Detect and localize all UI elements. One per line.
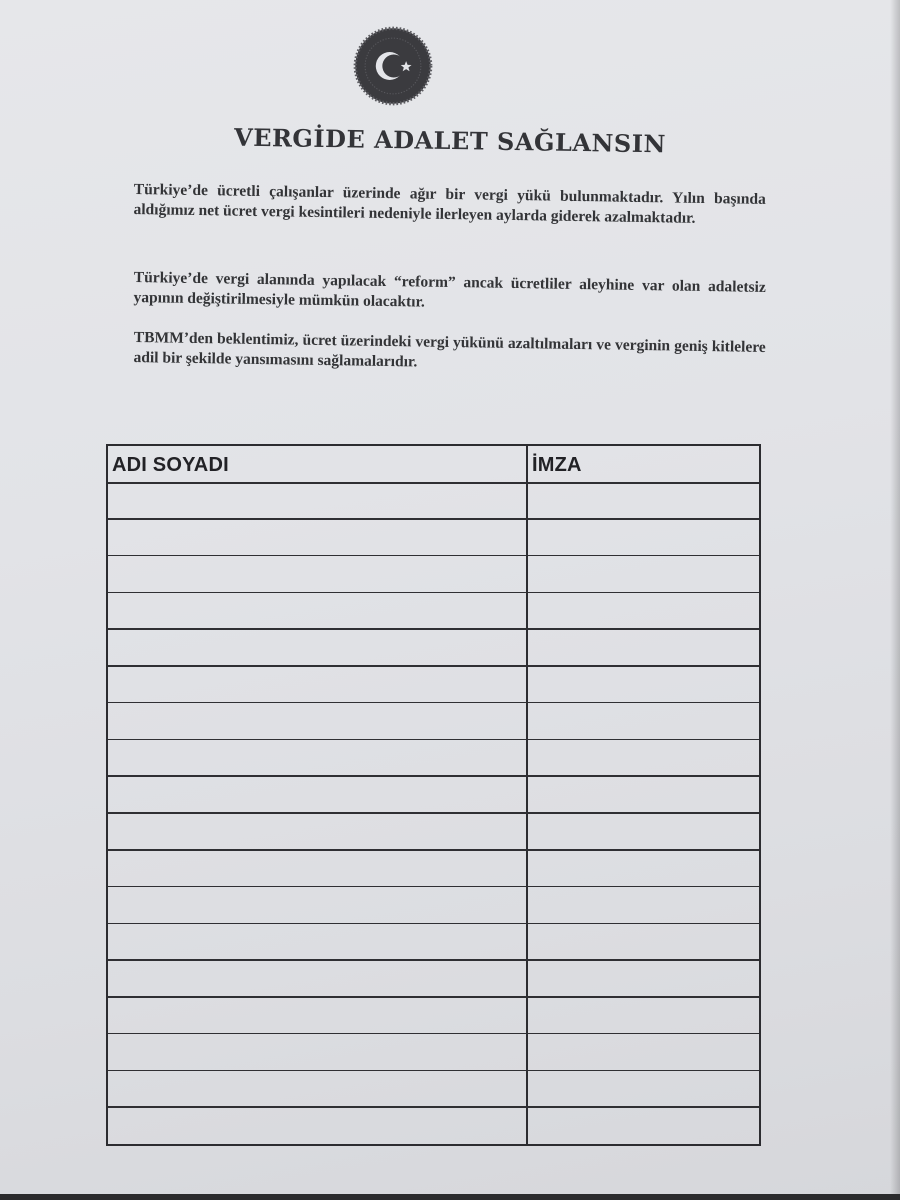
signature-cell[interactable] <box>528 482 759 519</box>
page-shadow <box>890 0 900 1200</box>
table-row <box>108 813 759 850</box>
name-cell[interactable] <box>108 1034 526 1071</box>
signature-cell[interactable] <box>528 629 759 666</box>
signature-cell[interactable] <box>528 776 759 813</box>
name-cell[interactable] <box>108 923 526 960</box>
table-row <box>108 556 759 593</box>
name-cell[interactable] <box>108 556 526 593</box>
table-row <box>108 997 759 1034</box>
name-cell[interactable] <box>108 629 526 666</box>
table-row <box>108 519 759 556</box>
name-cell[interactable] <box>108 850 526 887</box>
name-cell[interactable] <box>108 592 526 629</box>
table-row <box>108 887 759 924</box>
signature-cell[interactable] <box>528 997 759 1034</box>
signature-cell[interactable] <box>528 739 759 776</box>
paragraph-1: Türkiye’de ücretli çalışanlar üzerinde ağır bir vergi yükü bulunmaktadır. Yılın başında aldığımız net ücret vergi kesintileri nedeniyle ilerleyen aylarda giderek azalmaktadır. <box>133 180 766 227</box>
page-title: VERGİDE ADALET SAĞLANSIN <box>233 122 667 159</box>
signature-cell[interactable] <box>528 813 759 850</box>
signature-cell[interactable] <box>528 850 759 887</box>
name-cell[interactable] <box>108 997 526 1034</box>
signature-cell[interactable] <box>528 666 759 703</box>
table-row <box>108 1034 759 1071</box>
signature-cell[interactable] <box>528 1070 759 1107</box>
table-row <box>108 776 759 813</box>
name-cell[interactable] <box>108 739 526 776</box>
name-cell[interactable] <box>108 776 526 813</box>
name-cell[interactable] <box>108 703 526 740</box>
table-row <box>108 960 759 997</box>
name-cell[interactable] <box>108 960 526 997</box>
name-cell[interactable] <box>108 482 526 519</box>
signature-table <box>106 444 761 1146</box>
table-row <box>108 629 759 666</box>
page-bottom-edge <box>0 1194 900 1200</box>
signature-cell[interactable] <box>528 887 759 924</box>
table-row <box>108 482 759 519</box>
paragraph-2: Türkiye’de vergi alanında yapılacak “reform” ancak ücretliler aleyhine var olan adaletsiz yapının değiştirilmesiyle mümkün olacaktır. <box>133 268 766 311</box>
signature-cell[interactable] <box>528 592 759 629</box>
table-row <box>108 1070 759 1107</box>
name-cell[interactable] <box>108 813 526 850</box>
table-row <box>108 850 759 887</box>
table-row <box>108 1107 759 1144</box>
signature-cell[interactable] <box>528 923 759 960</box>
crescent-star-seal-icon <box>352 25 434 107</box>
table-row <box>108 666 759 703</box>
name-cell[interactable] <box>108 666 526 703</box>
name-cell[interactable] <box>108 519 526 556</box>
name-cell[interactable] <box>108 887 526 924</box>
paragraph-3: TBMM’den beklentimiz, ücret üzerindeki vergi yükünü azaltılmaları ve verginin geniş kitlelere adil bir şekilde yansımasını sağlamalarıdır. <box>133 328 766 371</box>
column-header-name: ADI SOYADI <box>112 454 229 476</box>
table-row <box>108 739 759 776</box>
name-cell[interactable] <box>108 1107 526 1144</box>
signature-cell[interactable] <box>528 519 759 556</box>
signature-cell[interactable] <box>528 703 759 740</box>
signature-cell[interactable] <box>528 1034 759 1071</box>
signature-cell[interactable] <box>528 960 759 997</box>
signature-cell[interactable] <box>528 1107 759 1144</box>
table-row <box>108 703 759 740</box>
signature-cell[interactable] <box>528 556 759 593</box>
table-row <box>108 592 759 629</box>
column-header-signature: İMZA <box>532 454 582 476</box>
table-row <box>108 923 759 960</box>
name-cell[interactable] <box>108 1070 526 1107</box>
